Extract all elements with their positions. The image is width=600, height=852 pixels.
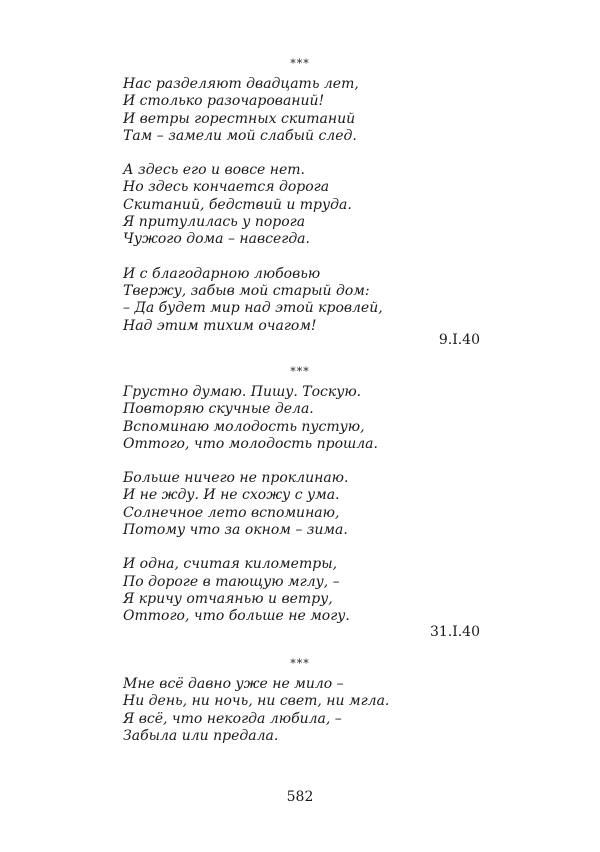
verse-line: Солнечное лето вспоминаю, bbox=[123, 504, 340, 521]
verse-line: Я кричу отчаянью и ветру, bbox=[123, 590, 333, 607]
poem-2-stanza-1 bbox=[123, 384, 463, 453]
verse-line: Грустно думаю. Пишу. Тоскую. bbox=[123, 384, 362, 400]
verse-line: Мне всё давно уже не мило – bbox=[123, 676, 344, 692]
poem-1-stanza-2 bbox=[123, 162, 463, 248]
verse-line: Там – замели мой слабый след. bbox=[123, 127, 357, 144]
poem-2-divider: *** bbox=[290, 365, 310, 378]
poem-3-stanza-1 bbox=[123, 676, 463, 745]
verse-line: Над этим тихим очагом! bbox=[123, 317, 317, 334]
verse-line: Скитаний, бедствий и труда. bbox=[123, 196, 352, 213]
poem-1-stanza-3 bbox=[123, 266, 463, 335]
poem-2-stanza-2 bbox=[123, 470, 463, 539]
verse-line: Потому что за окном – зима. bbox=[123, 522, 348, 539]
page-number: 582 bbox=[286, 789, 314, 805]
poem-3 bbox=[123, 676, 463, 745]
verse-line: Твержу, забыв мой старый дом: bbox=[123, 282, 370, 299]
verse-line: И столько разочарований! bbox=[123, 93, 325, 110]
verse-line: Я всё, что некогда любила, – bbox=[123, 710, 342, 727]
verse-line: Нас разделяют двадцать лет, bbox=[123, 76, 359, 92]
poem-1 bbox=[123, 76, 463, 335]
verse-line: Больше ничего не проклинаю. bbox=[123, 470, 349, 487]
verse-line: И ветры горестных скитаний bbox=[123, 110, 356, 127]
verse-line: И с благодарною любовью bbox=[123, 265, 321, 282]
verse-line: Но здесь кончается дорога bbox=[123, 179, 330, 196]
poem-2-date: 31.I.40 bbox=[429, 624, 480, 640]
verse-line: Оттого, что молодость прошла. bbox=[123, 435, 378, 452]
poem-1-stanza-1 bbox=[123, 76, 463, 145]
verse-line: Ни день, ни ночь, ни свет, ни мгла. bbox=[123, 693, 390, 710]
poem-3-divider: *** bbox=[290, 657, 310, 670]
poem-1-divider: *** bbox=[290, 57, 310, 70]
verse-line: По дороге в тающую мглу, – bbox=[123, 573, 340, 590]
verse-line: Повторяю скучные дела. bbox=[123, 401, 314, 418]
poem-2-stanza-3 bbox=[123, 556, 463, 625]
verse-line: Оттого, что больше не могу. bbox=[123, 608, 350, 625]
verse-line: – Да будет мир над этой кровлей, bbox=[123, 300, 383, 317]
verse-line: Забыла или предала. bbox=[123, 727, 279, 744]
verse-line: И одна, считая километры, bbox=[123, 556, 338, 573]
verse-line: Чужого дома – навсегда. bbox=[123, 231, 310, 248]
verse-line: Вспоминаю молодость пустую, bbox=[123, 418, 365, 435]
verse-line: И не жду. И не схожу с ума. bbox=[123, 487, 340, 504]
poem-2 bbox=[123, 384, 463, 626]
poem-1-date: 9.I.40 bbox=[438, 332, 480, 348]
verse-line: А здесь его и вовсе нет. bbox=[123, 162, 305, 179]
verse-line: Я притулилась у порога bbox=[123, 214, 306, 231]
